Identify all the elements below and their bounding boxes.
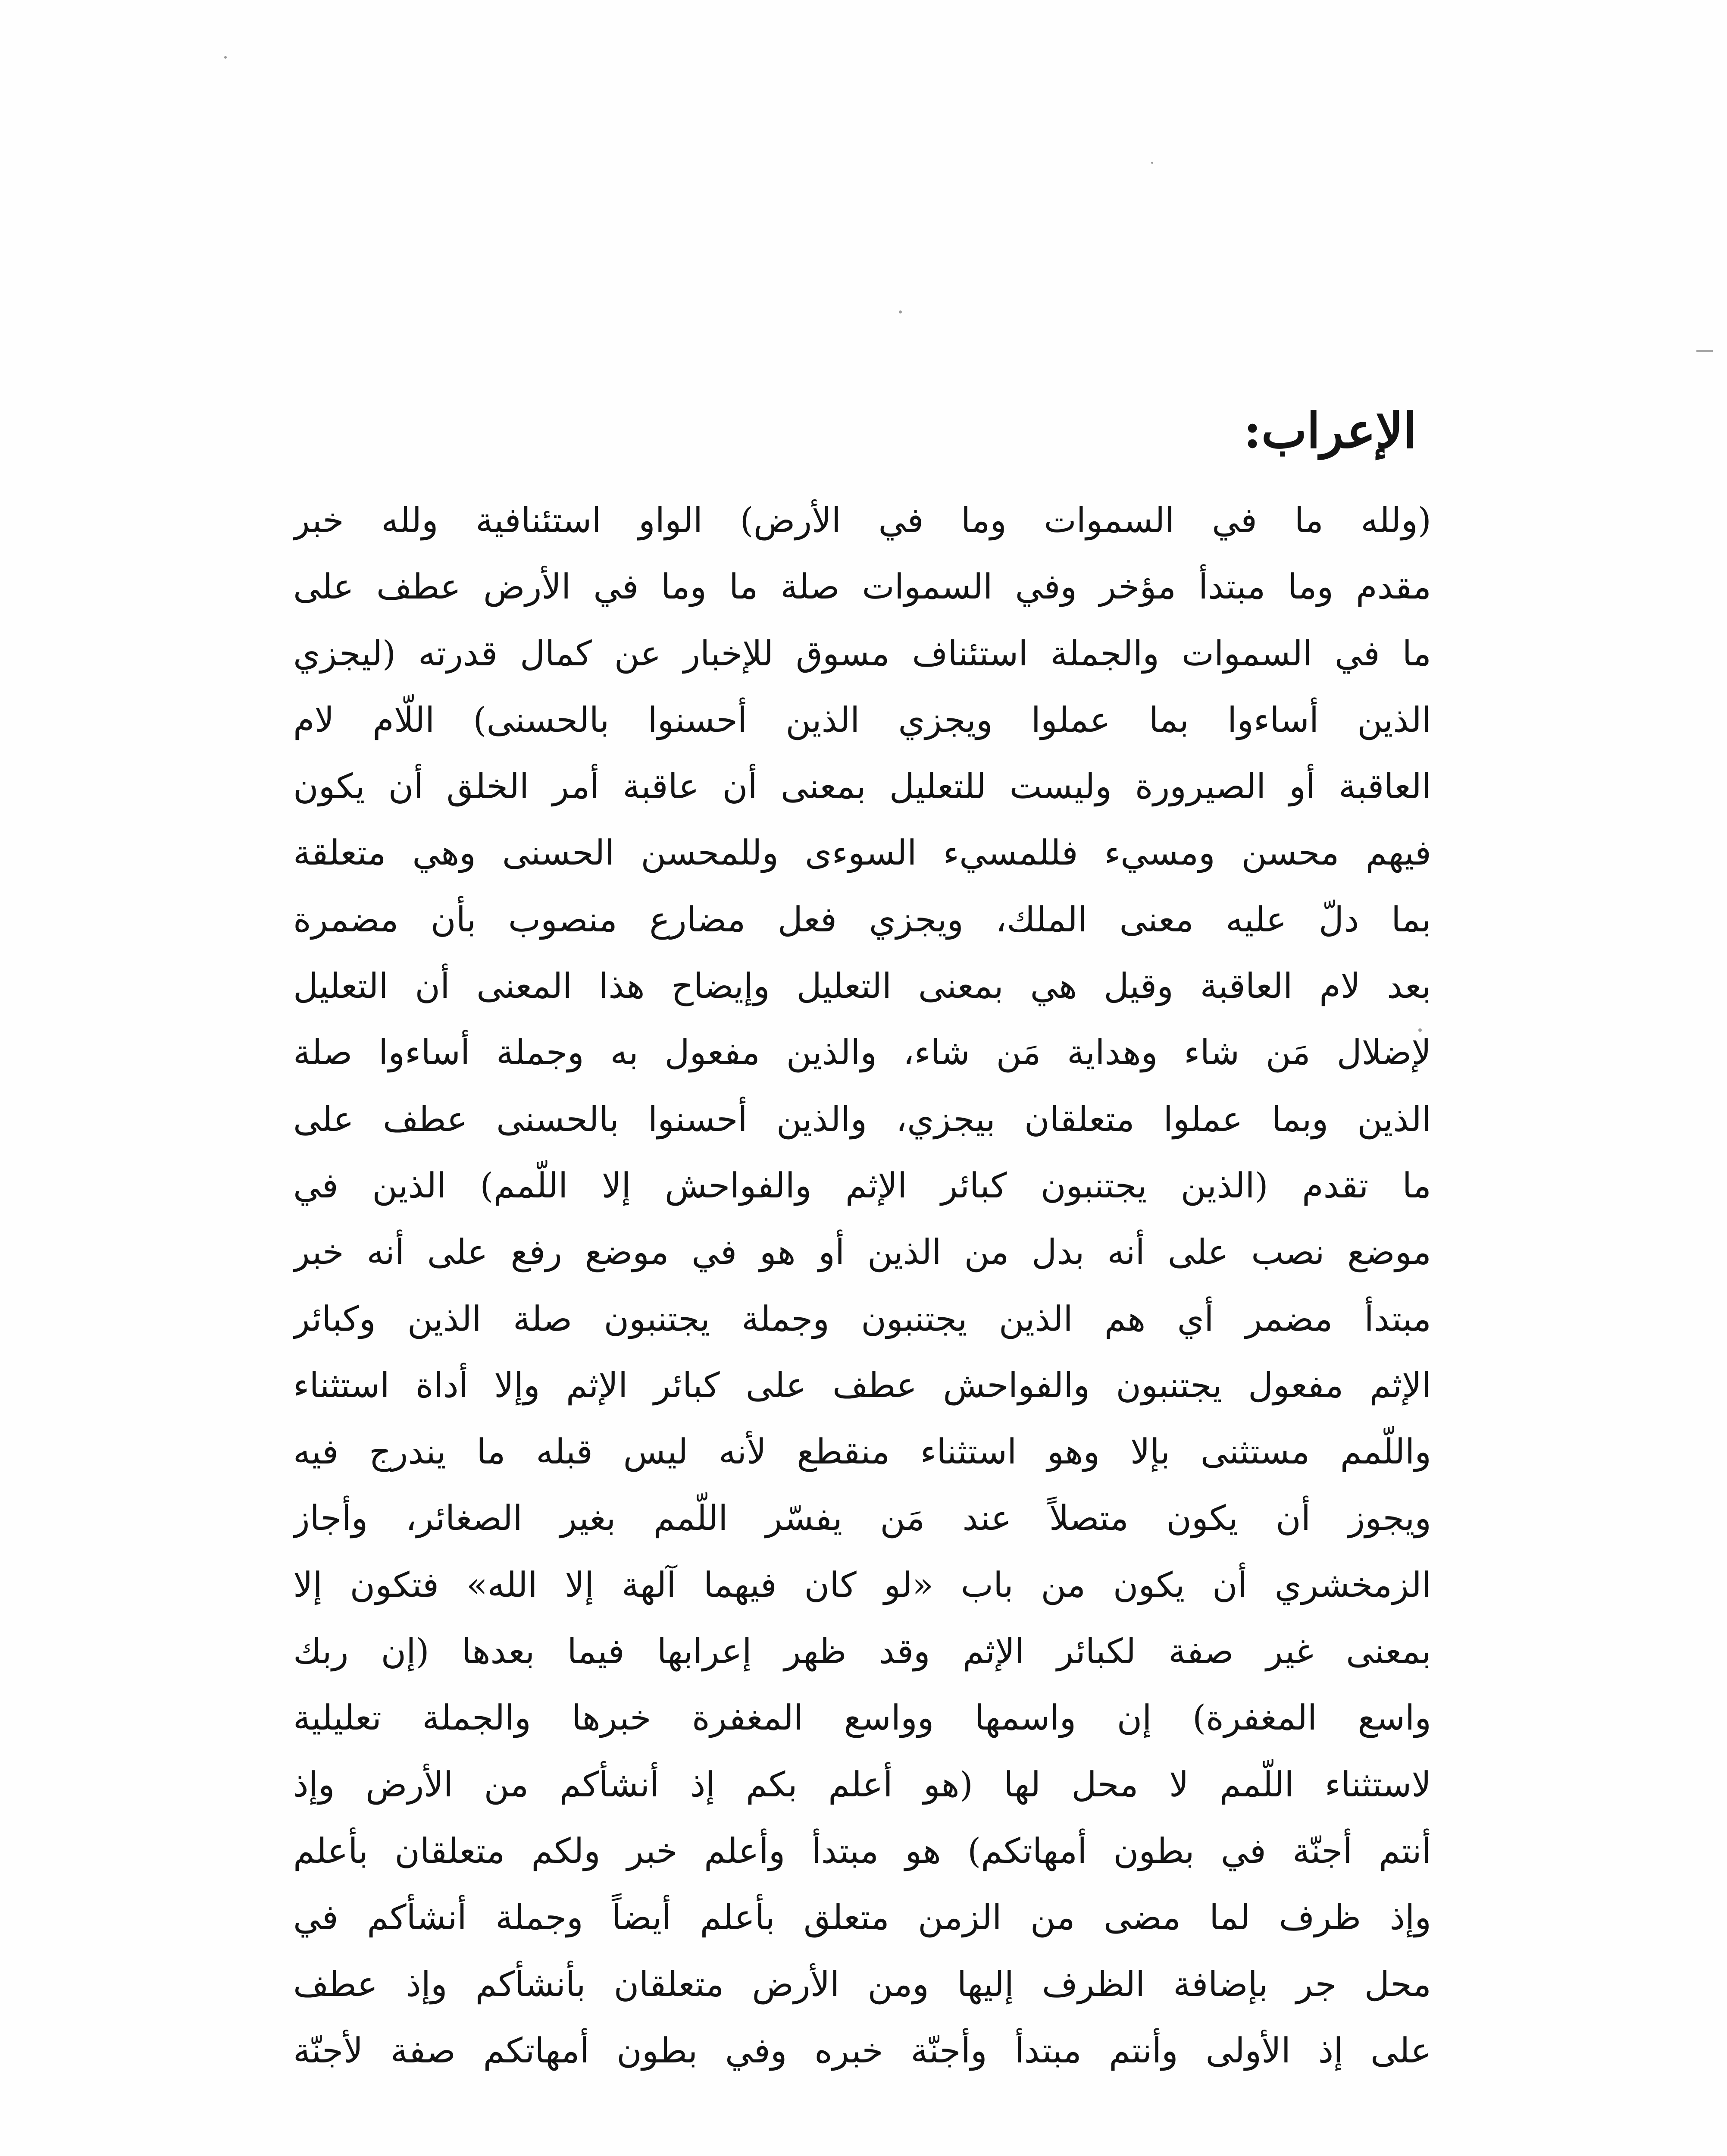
text-line: ما تقدم (الذين يجتنبون كبائر الإثم والفواحش إلا اللّمم) الذين في: [293, 1165, 1431, 1206]
text-line: الزمخشري أن يكون من باب «لو كان فيهما آلهة إلا الله» فتكون إلا: [293, 1564, 1431, 1605]
text-line: العاقبة أو الصيرورة وليست للتعليل بمعنى أن عاقبة أمر الخلق أن يكون: [293, 766, 1431, 807]
body-text: [293, 487, 1431, 2084]
text-line: فيهم محسن ومسيء فللمسيء السوءى وللمحسن الحسنى وهي متعلقة: [293, 833, 1431, 873]
text-line: الذين وبما عملوا متعلقان بيجزي، والذين أحسنوا بالحسنى عطف على: [293, 1099, 1431, 1139]
text-line: ويجوز أن يكون متصلاً عند مَن يفسّر اللّمم بغير الصغائر، وأجاز: [293, 1498, 1431, 1539]
text-line: ما في السموات والجملة استئناف مسوق للإخبار عن كمال قدرته (ليجزي: [293, 633, 1431, 674]
text-line: بعد لام العاقبة وقيل هي بمعنى التعليل وإيضاح هذا المعنى أن التعليل: [293, 966, 1431, 1006]
speck-mark: [899, 310, 902, 313]
text-line: الذين أساءوا بما عملوا ويجزي الذين أحسنوا بالحسنى) اللّام لام: [293, 699, 1431, 740]
speck-mark: [224, 56, 227, 59]
text-line: على إذ الأولى وأنتم مبتدأ وأجنّة خبره وفي بطون أمهاتكم صفة لأجنّة: [293, 2030, 1431, 2071]
text-line: لإضلال مَن شاء وهداية مَن شاء، والذين مفعول به وجملة أساءوا صلة: [293, 1032, 1431, 1073]
text-line: مقدم وما مبتدأ مؤخر وفي السموات صلة ما وما في الأرض عطف على: [293, 567, 1431, 607]
text-line: مبتدأ مضمر أي هم الذين يجتنبون وجملة يجتنبون صلة الذين وكبائر: [293, 1298, 1431, 1339]
speck-mark: [1151, 162, 1153, 164]
text-line: موضع نصب على أنه بدل من الذين أو هو في موضع رفع على أنه خبر: [293, 1232, 1431, 1272]
text-line: الإثم مفعول يجتنبون والفواحش عطف على كبائر الإثم وإلا أداة استثناء: [293, 1365, 1431, 1405]
text-line: بمعنى غير صفة لكبائر الإثم وقد ظهر إعرابها فيما بعدها (إن ربك: [293, 1631, 1431, 1672]
text-line: واسع المغفرة) إن واسمها وواسع المغفرة خبرها والجملة تعليلية: [293, 1698, 1431, 1738]
section-heading: الإعراب:: [1243, 403, 1417, 459]
text-line: بما دلّ عليه معنى الملك، ويجزي فعل مضارع منصوب بأن مضمرة: [293, 899, 1431, 940]
text-line: أنتم أجنّة في بطون أمهاتكم) هو مبتدأ وأعلم خبر ولكم متعلقان بأعلم: [293, 1830, 1431, 1871]
text-line: واللّمم مستثنى بإلا وهو استثناء منقطع لأنه ليس قبله ما يندرج فيه: [293, 1432, 1431, 1472]
edge-mark: [1696, 350, 1713, 352]
text-line: لاستثناء اللّمم لا محل لها (هو أعلم بكم إذ أنشأكم من الأرض وإذ: [293, 1764, 1431, 1805]
text-line: (ولله ما في السموات وما في الأرض) الواو استئنافية ولله خبر: [293, 500, 1431, 540]
text-line: وإذ ظرف لما مضى من الزمن متعلق بأعلم أيضاً وجملة أنشأكم في: [293, 1897, 1431, 1938]
text-line: محل جر بإضافة الظرف إليها ومن الأرض متعلقان بأنشأكم وإذ عطف: [293, 1964, 1431, 2004]
